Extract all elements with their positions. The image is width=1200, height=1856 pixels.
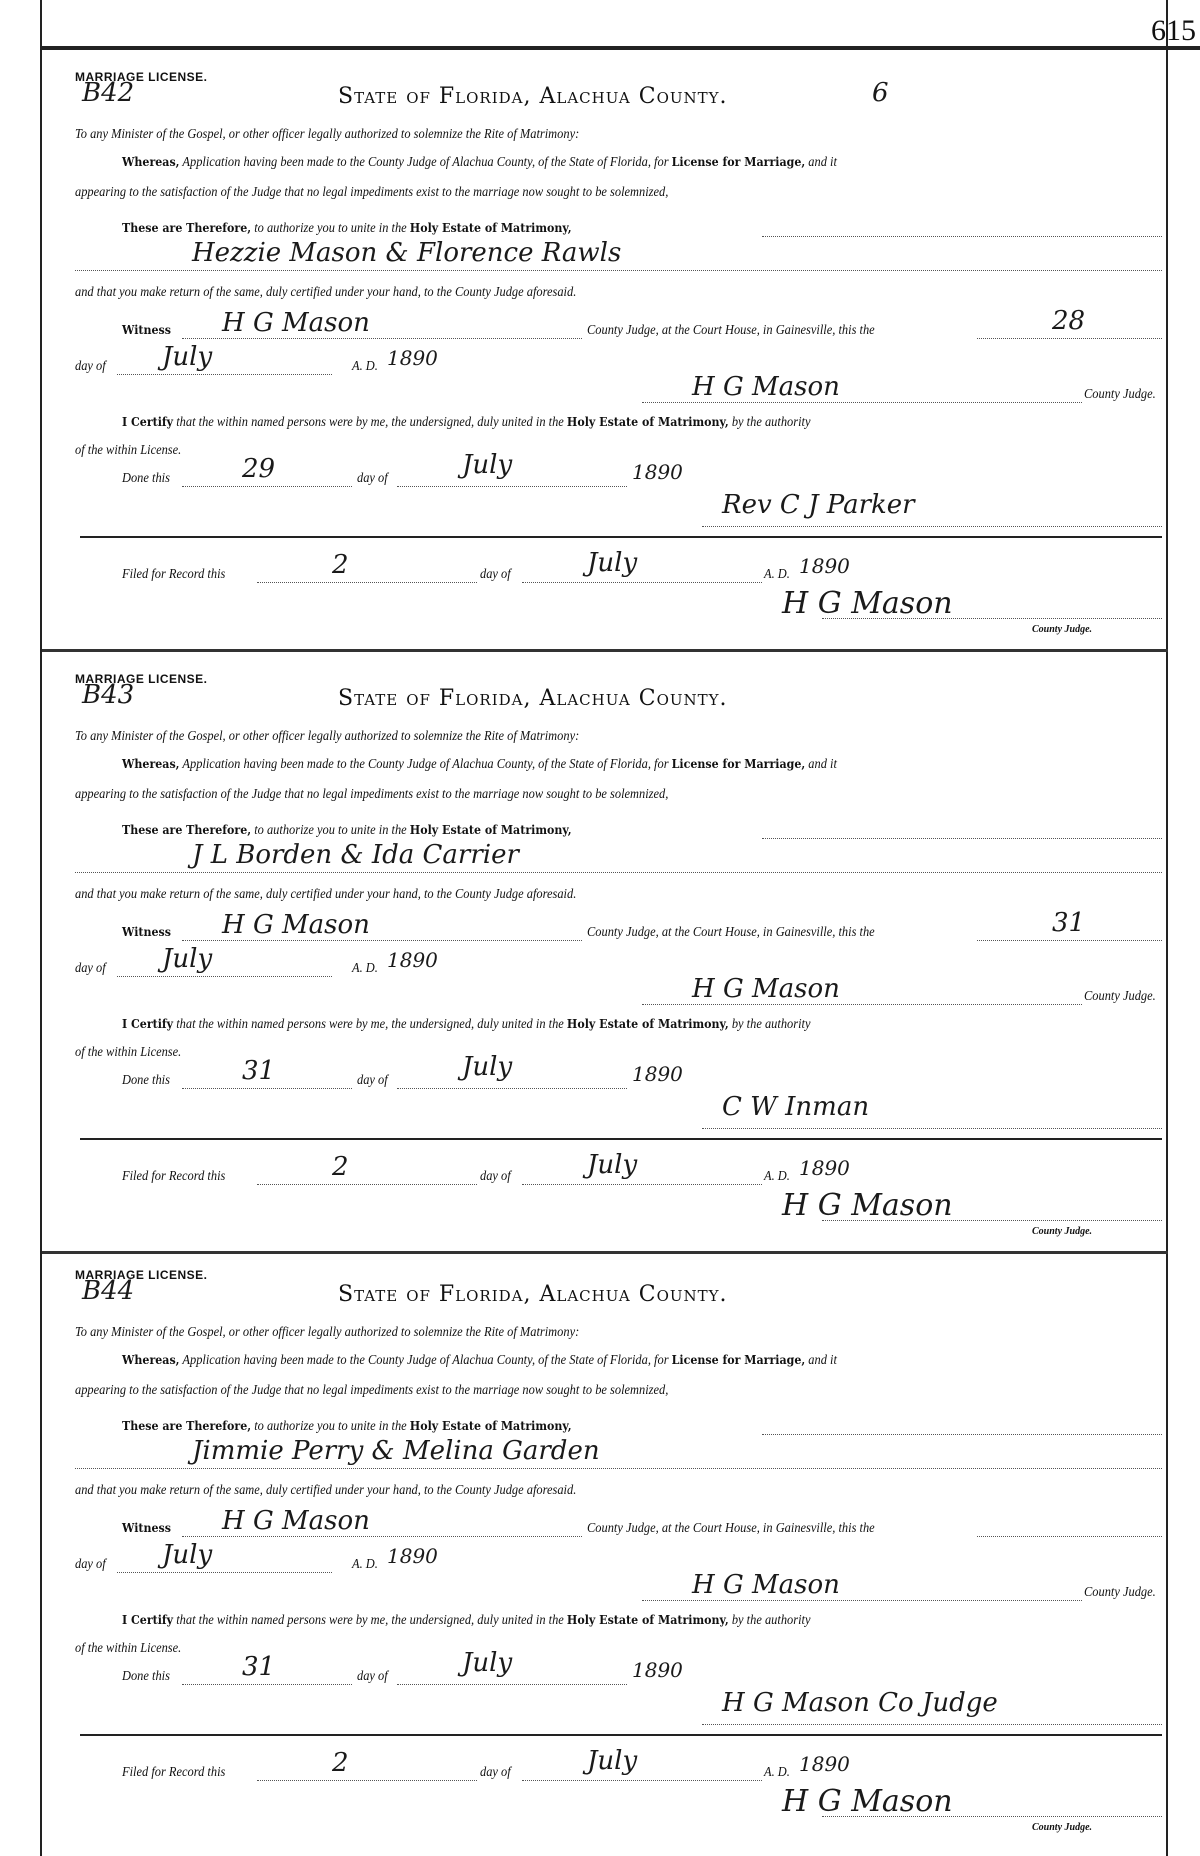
filed-day: 2	[332, 550, 349, 580]
county-judge-small: County Judge.	[1032, 1226, 1093, 1237]
dotted-line	[522, 1184, 762, 1185]
whereas-text: Application having been made to the County Judge of Alachua County, of the State of Florida, for	[182, 756, 669, 771]
witness-label	[122, 322, 171, 338]
filed-ad-label: A. D.	[764, 566, 790, 581]
address-line: To any Minister of the Gospel, or other officer legally authorized to solemnize the Rite of Matrimony:	[75, 728, 580, 743]
filed-label: Filed for Record this	[122, 1764, 226, 1779]
dotted-line	[257, 582, 477, 583]
whereas-bold: Whereas,	[122, 1353, 180, 1367]
done-day: 31	[242, 1652, 276, 1682]
certify-line	[122, 1612, 810, 1628]
form-title: State of Florida, Alachua County.	[338, 686, 728, 711]
and-it: and it	[808, 756, 837, 771]
dotted-line	[522, 582, 762, 583]
county-judge-label: County Judge.	[1084, 386, 1156, 401]
done-month: July	[462, 450, 513, 480]
filed-label: Filed for Record this	[122, 1168, 226, 1183]
certify-text: that the within named persons were by me, the undersigned, duly united in the	[176, 1612, 564, 1627]
dotted-line	[75, 872, 1162, 873]
whereas-text: Application having been made to the County Judge of Alachua County, of the State of Florida, for	[182, 154, 669, 169]
dotted-line	[182, 1088, 352, 1089]
dotted-line	[977, 338, 1162, 339]
and-it: and it	[808, 1352, 837, 1367]
address-line: To any Minister of the Gospel, or other officer legally authorized to solemnize the Rite of Matrimony:	[75, 1324, 580, 1339]
dotted-line	[257, 1780, 477, 1781]
done-month: July	[462, 1052, 513, 1082]
court-house-text: County Judge, at the Court House, in Gainesville, this the	[587, 1520, 875, 1535]
done-year: 1890	[632, 1658, 683, 1682]
appearing-line: appearing to the satisfaction of the Judge that no legal impediments exist to the marriage now sought to be solemnized,	[75, 1382, 669, 1397]
done-year: 1890	[632, 1062, 683, 1086]
witness-year: 1890	[387, 346, 438, 370]
dotted-line	[75, 270, 1162, 271]
license-number: B44	[82, 1276, 135, 1306]
page-number: 615	[1151, 14, 1196, 47]
holy-estate: Holy Estate of Matrimony,	[409, 823, 572, 837]
within-license-line: of the within License.	[75, 1640, 182, 1655]
filed-day-of-label: day of	[480, 566, 511, 581]
witness-signature: H G Mason	[222, 1506, 370, 1536]
header-label: MARRIAGE LICENSE.	[75, 672, 208, 686]
done-day: 29	[242, 454, 276, 484]
done-day-of-label: day of	[357, 470, 388, 485]
dotted-line	[977, 1536, 1162, 1537]
these-text: to authorize you to unite in the	[254, 822, 407, 837]
these-bold: These are Therefore,	[122, 221, 252, 235]
couple-names: Hezzie Mason & Florence Rawls	[192, 238, 622, 268]
holy-estate: Holy Estate of Matrimony,	[409, 221, 572, 235]
witness-year: 1890	[387, 1544, 438, 1568]
witness-month: July	[162, 342, 213, 372]
witness-signature: H G Mason	[222, 308, 370, 338]
address-line: To any Minister of the Gospel, or other officer legally authorized to solemnize the Rite of Matrimony:	[75, 126, 580, 141]
corner-mark: 6	[872, 78, 889, 108]
return-line: and that you make return of the same, duly certified under your hand, to the County Judge aforesaid.	[75, 284, 577, 299]
witness-text: Witness	[122, 323, 171, 337]
appearing-line: appearing to the satisfaction of the Judge that no legal impediments exist to the marriage now sought to be solemnized,	[75, 786, 669, 801]
officiant-signature: Rev C J Parker	[722, 490, 915, 520]
filing-rule	[80, 536, 1162, 538]
done-day-of-label: day of	[357, 1668, 388, 1683]
witness-year: 1890	[387, 948, 438, 972]
filed-signature: H G Mason	[782, 586, 953, 621]
filed-month: July	[587, 1150, 638, 1180]
these-line	[122, 822, 572, 838]
dotted-line	[182, 338, 582, 339]
filed-month: July	[587, 548, 638, 578]
whereas-bold: Whereas,	[122, 757, 180, 771]
license-for-marriage: License for Marriage,	[671, 757, 806, 771]
dotted-line	[182, 1536, 582, 1537]
officiant-signature: H G Mason Co Judge	[722, 1688, 998, 1718]
dotted-line	[762, 838, 1162, 839]
witness-month: July	[162, 944, 213, 974]
day-of-label: day of	[75, 960, 106, 975]
holy-estate: Holy Estate of Matrimony,	[409, 1419, 572, 1433]
certify-bold: I Certify	[122, 1017, 174, 1031]
and-it: and it	[808, 154, 837, 169]
done-month: July	[462, 1648, 513, 1678]
dotted-line	[822, 618, 1162, 619]
dotted-line	[397, 1088, 627, 1089]
certify-line	[122, 1016, 810, 1032]
marriage-license-record	[42, 652, 1168, 1252]
dotted-line	[117, 374, 332, 375]
ad-label: A. D.	[352, 358, 378, 373]
dotted-line	[75, 1468, 1162, 1469]
by-authority: by the authority	[731, 414, 811, 429]
dotted-line	[257, 1184, 477, 1185]
judge-signature: H G Mason	[692, 1570, 840, 1600]
dotted-line	[522, 1780, 762, 1781]
day-of-label: day of	[75, 1556, 106, 1571]
done-this-label: Done this	[122, 1668, 170, 1683]
filed-day: 2	[332, 1748, 349, 1778]
form-title: State of Florida, Alachua County.	[338, 84, 728, 109]
by-authority: by the authority	[731, 1016, 811, 1031]
dotted-line	[182, 940, 582, 941]
dotted-line	[762, 1434, 1162, 1435]
by-authority: by the authority	[731, 1612, 811, 1627]
these-line	[122, 1418, 572, 1434]
done-this-label: Done this	[122, 470, 170, 485]
certify-bold: I Certify	[122, 1613, 174, 1627]
within-license-line: of the within License.	[75, 442, 182, 457]
holy-estate: Holy Estate of Matrimony,	[566, 1613, 729, 1627]
county-judge-small: County Judge.	[1032, 1822, 1093, 1833]
certify-bold: I Certify	[122, 415, 174, 429]
license-for-marriage: License for Marriage,	[671, 1353, 806, 1367]
dotted-line	[762, 236, 1162, 237]
filed-signature: H G Mason	[782, 1188, 953, 1223]
dotted-line	[182, 1684, 352, 1685]
these-text: to authorize you to unite in the	[254, 220, 407, 235]
done-this-label: Done this	[122, 1072, 170, 1087]
court-house-text: County Judge, at the Court House, in Gainesville, this the	[587, 322, 875, 337]
filed-year: 1890	[799, 1156, 850, 1180]
return-line: and that you make return of the same, duly certified under your hand, to the County Judge aforesaid.	[75, 1482, 577, 1497]
filed-day-of-label: day of	[480, 1168, 511, 1183]
filed-day: 2	[332, 1152, 349, 1182]
appearing-line: appearing to the satisfaction of the Judge that no legal impediments exist to the marriage now sought to be solemnized,	[75, 184, 669, 199]
dotted-line	[702, 526, 1162, 527]
these-bold: These are Therefore,	[122, 1419, 252, 1433]
whereas-bold: Whereas,	[122, 155, 180, 169]
witness-day: 28	[1052, 306, 1086, 336]
dotted-line	[702, 1128, 1162, 1129]
judge-signature: H G Mason	[692, 372, 840, 402]
marriage-license-record	[42, 1248, 1168, 1848]
certify-text: that the within named persons were by me, the undersigned, duly united in the	[176, 414, 564, 429]
certify-text: that the within named persons were by me, the undersigned, duly united in the	[176, 1016, 564, 1031]
license-number: B42	[82, 78, 135, 108]
couple-names: J L Borden & Ida Carrier	[192, 840, 519, 870]
dotted-line	[117, 976, 332, 977]
dotted-line	[397, 486, 627, 487]
license-number: B43	[82, 680, 135, 710]
witness-label	[122, 924, 171, 940]
header-label: MARRIAGE LICENSE.	[75, 1268, 208, 1282]
dotted-line	[977, 940, 1162, 941]
whereas-line	[122, 154, 837, 170]
couple-names: Jimmie Perry & Melina Garden	[192, 1436, 600, 1466]
whereas-line	[122, 756, 837, 772]
license-for-marriage: License for Marriage,	[671, 155, 806, 169]
day-of-label: day of	[75, 358, 106, 373]
dotted-line	[397, 1684, 627, 1685]
ad-label: A. D.	[352, 960, 378, 975]
witness-text: Witness	[122, 925, 171, 939]
dotted-line	[117, 1572, 332, 1573]
filed-year: 1890	[799, 1752, 850, 1776]
witness-day: 31	[1052, 908, 1086, 938]
witness-text: Witness	[122, 1521, 171, 1535]
whereas-line	[122, 1352, 837, 1368]
officiant-signature: C W Inman	[722, 1092, 870, 1122]
witness-month: July	[162, 1540, 213, 1570]
county-judge-label: County Judge.	[1084, 1584, 1156, 1599]
filed-label: Filed for Record this	[122, 566, 226, 581]
form-title: State of Florida, Alachua County.	[338, 1282, 728, 1307]
filed-ad-label: A. D.	[764, 1168, 790, 1183]
done-day-of-label: day of	[357, 1072, 388, 1087]
these-bold: These are Therefore,	[122, 823, 252, 837]
witness-label	[122, 1520, 171, 1536]
filed-year: 1890	[799, 554, 850, 578]
filed-day-of-label: day of	[480, 1764, 511, 1779]
within-license-line: of the within License.	[75, 1044, 182, 1059]
ad-label: A. D.	[352, 1556, 378, 1571]
judge-signature: H G Mason	[692, 974, 840, 1004]
dotted-line	[182, 486, 352, 487]
marriage-license-record	[42, 50, 1168, 650]
dotted-line	[822, 1220, 1162, 1221]
certify-line	[122, 414, 810, 430]
filing-rule	[80, 1138, 1162, 1140]
return-line: and that you make return of the same, duly certified under your hand, to the County Judge aforesaid.	[75, 886, 577, 901]
county-judge-label: County Judge.	[1084, 988, 1156, 1003]
dotted-line	[642, 1600, 1082, 1601]
done-day: 31	[242, 1056, 276, 1086]
dotted-line	[702, 1724, 1162, 1725]
dotted-line	[642, 402, 1082, 403]
holy-estate: Holy Estate of Matrimony,	[566, 415, 729, 429]
dotted-line	[822, 1816, 1162, 1817]
done-year: 1890	[632, 460, 683, 484]
county-judge-small: County Judge.	[1032, 624, 1093, 635]
filing-rule	[80, 1734, 1162, 1736]
these-line	[122, 220, 572, 236]
holy-estate: Holy Estate of Matrimony,	[566, 1017, 729, 1031]
filed-ad-label: A. D.	[764, 1764, 790, 1779]
court-house-text: County Judge, at the Court House, in Gainesville, this the	[587, 924, 875, 939]
filed-month: July	[587, 1746, 638, 1776]
whereas-text: Application having been made to the County Judge of Alachua County, of the State of Florida, for	[182, 1352, 669, 1367]
these-text: to authorize you to unite in the	[254, 1418, 407, 1433]
witness-signature: H G Mason	[222, 910, 370, 940]
header-label: MARRIAGE LICENSE.	[75, 70, 208, 84]
filed-signature: H G Mason	[782, 1784, 953, 1819]
dotted-line	[642, 1004, 1082, 1005]
